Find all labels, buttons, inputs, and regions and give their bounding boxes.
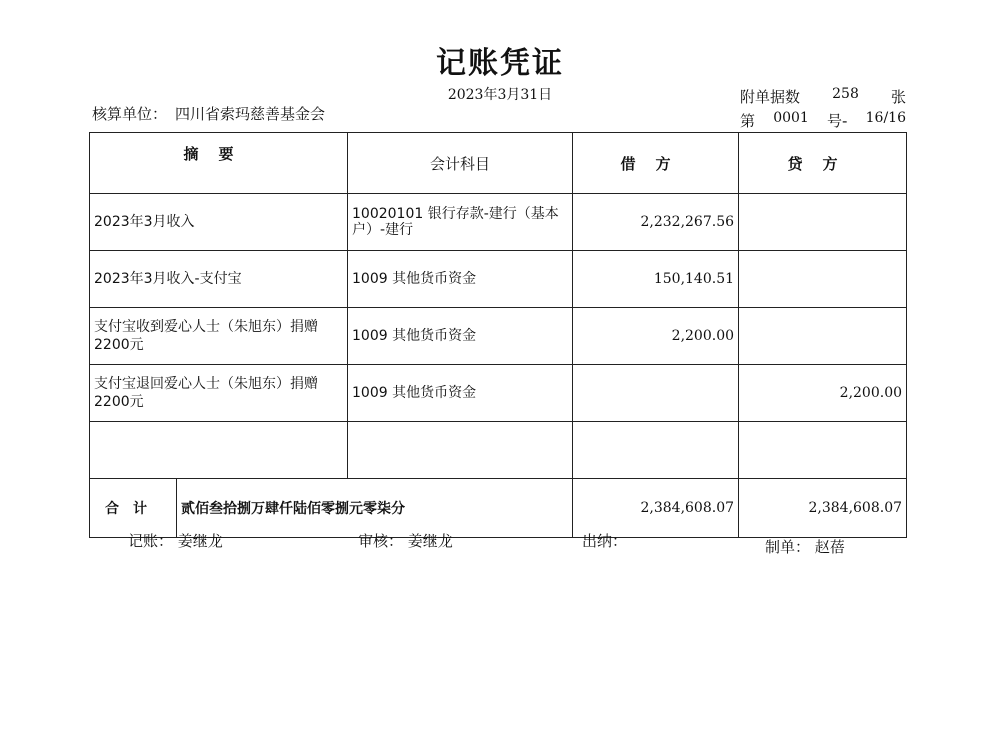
row-debit: 2,232,267.56: [573, 194, 739, 251]
row-summary: 支付宝收到爱心人士（朱旭东）捐赠2200元: [90, 308, 348, 365]
row-credit: 2,200.00: [739, 365, 907, 422]
row-summary: 2023年3月收入: [90, 194, 348, 251]
table-header-row: [90, 133, 907, 194]
row-debit: 2,200.00: [573, 308, 739, 365]
table-row-empty: [90, 422, 907, 479]
row-credit: [739, 251, 907, 308]
attachment-label: 附单据数: [740, 88, 801, 106]
cashier: 出纳：: [582, 532, 628, 550]
attachment-suffix: 张: [890, 88, 906, 106]
bookkeeper: 记账： 姜继龙: [128, 532, 223, 550]
total-row: [90, 479, 907, 538]
table-row: [90, 365, 907, 422]
attachment-number: 258: [832, 86, 859, 102]
voucher-no-page: 16/16: [865, 110, 906, 126]
row-credit: [739, 194, 907, 251]
row-subject: [348, 422, 573, 479]
row-subject: 1009 其他货币资金: [348, 308, 573, 365]
total-credit: 2,384,608.07: [739, 479, 907, 538]
voucher-number: [740, 110, 906, 131]
table-row: [90, 308, 907, 365]
row-subject: 10020101 银行存款-建行（基本户）-建行: [348, 194, 573, 251]
row-debit: [573, 365, 739, 422]
unit-label: 核算单位：: [92, 105, 168, 123]
total-label: 合计: [90, 479, 177, 538]
accounting-unit: [92, 103, 325, 124]
total-amount-words: 贰佰叁拾捌万肆仟陆佰零捌元零柒分: [177, 479, 573, 538]
table-row: [90, 251, 907, 308]
voucher-title: 记账凭证: [436, 46, 564, 81]
row-subject: 1009 其他货币资金: [348, 251, 573, 308]
row-summary: 2023年3月收入-支付宝: [90, 251, 348, 308]
maker: 制单： 赵蓓: [765, 538, 845, 556]
row-summary: [90, 422, 348, 479]
voucher-table: [89, 132, 907, 538]
auditor: 审核： 姜继龙: [358, 532, 453, 550]
row-subject: 1009 其他货币资金: [348, 365, 573, 422]
row-debit: [573, 422, 739, 479]
row-credit: [739, 422, 907, 479]
unit-value: 四川省索玛慈善基金会: [175, 105, 326, 123]
voucher-date: 2023年3月31日: [447, 87, 553, 103]
voucher-no-number: 0001: [773, 110, 809, 126]
voucher-no-label: 号-: [827, 112, 848, 130]
header-subject: 会计科目: [348, 133, 573, 194]
voucher-no-prefix: 第: [740, 112, 756, 130]
row-summary: 支付宝退回爱心人士（朱旭东）捐赠2200元: [90, 365, 348, 422]
header-debit: 借方: [573, 133, 739, 194]
row-debit: 150,140.51: [573, 251, 739, 308]
header-credit: 贷方: [739, 133, 907, 194]
table-row: [90, 194, 907, 251]
total-debit: 2,384,608.07: [573, 479, 739, 538]
header-summary: 摘要: [90, 133, 348, 194]
attachment-count: [740, 86, 906, 107]
row-credit: [739, 308, 907, 365]
